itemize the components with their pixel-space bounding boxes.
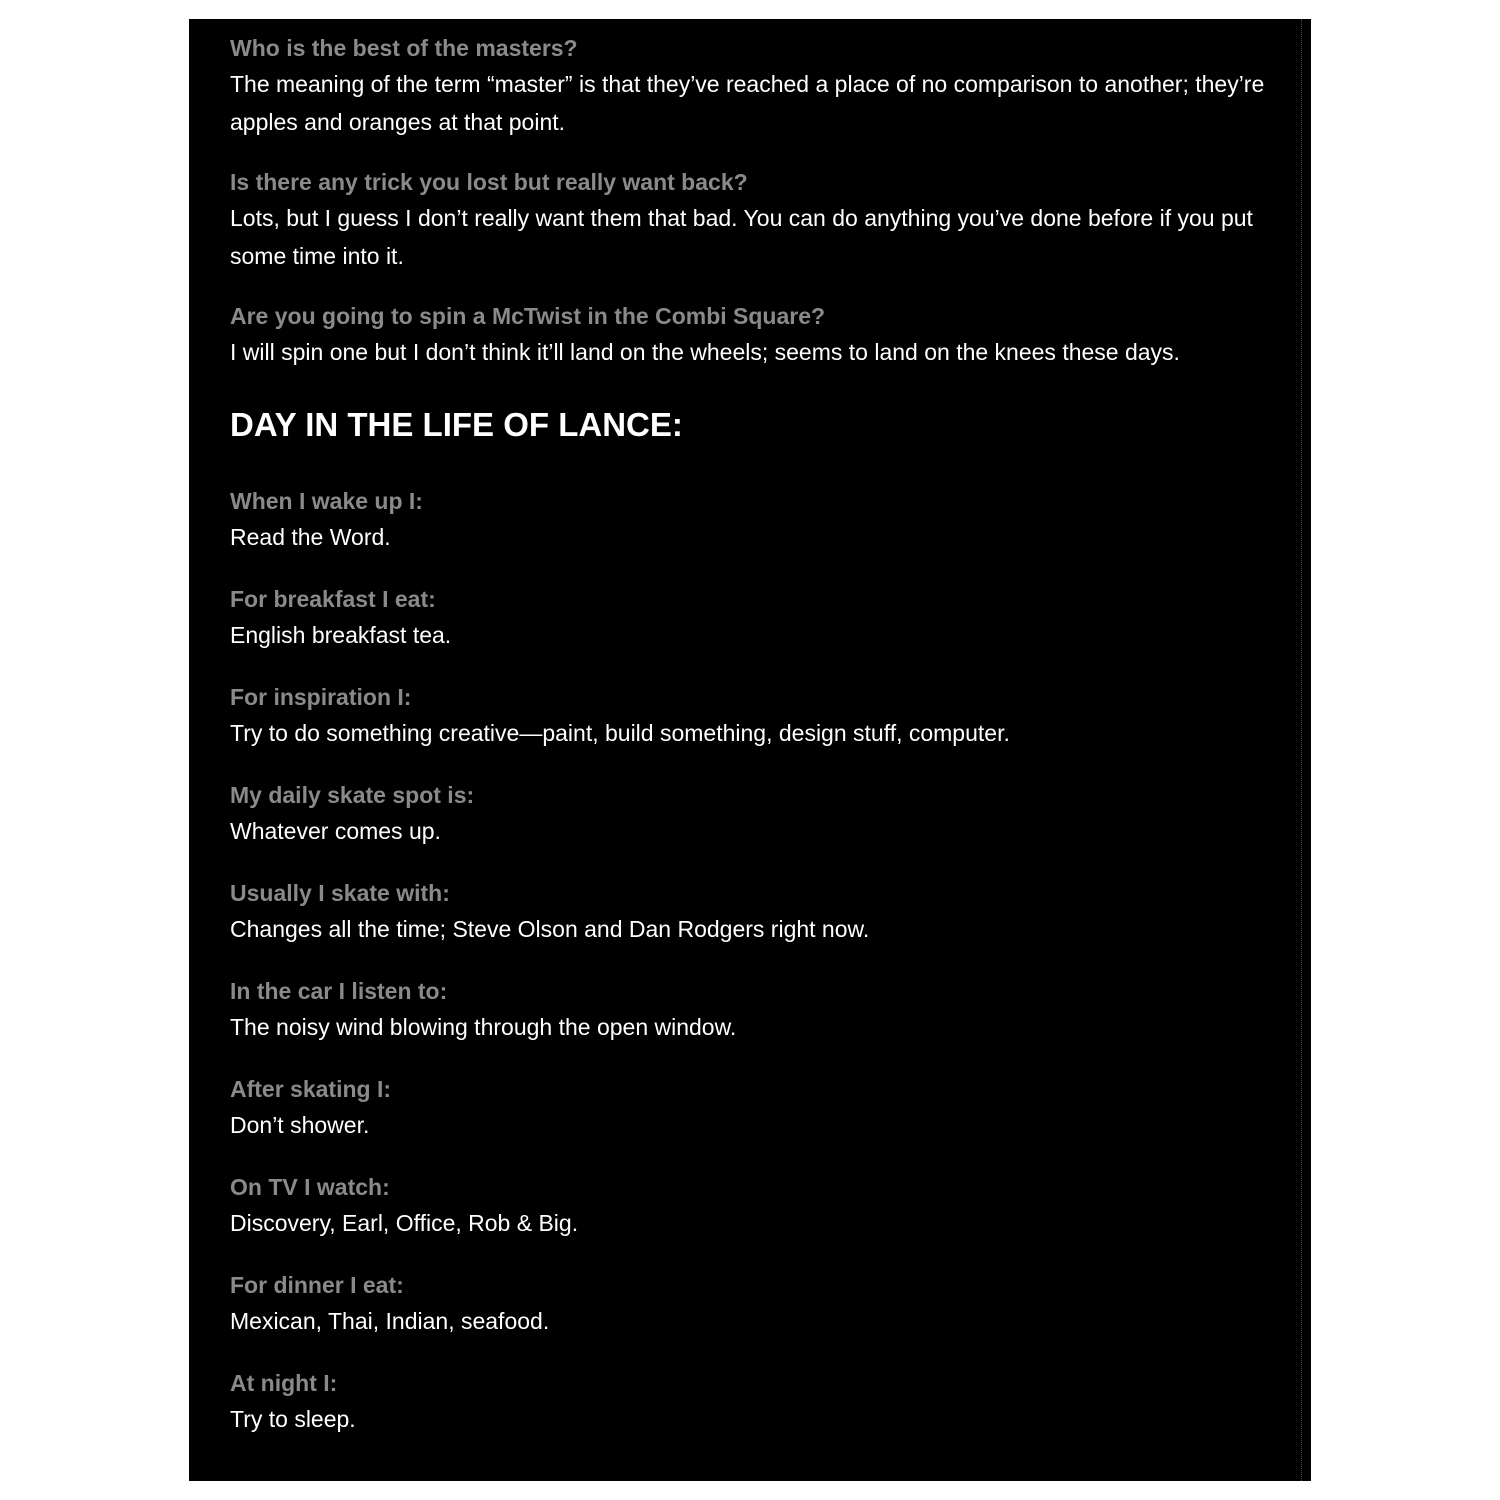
interview-question: Is there any trick you lost but really want back? — [230, 169, 748, 195]
day-prompt: When I wake up I: — [230, 488, 423, 514]
interview-item — [230, 31, 1275, 141]
day-item — [230, 778, 1275, 850]
day-answer: Whatever comes up. — [230, 818, 441, 844]
day-item — [230, 1170, 1275, 1242]
day-prompt: On TV I watch: — [230, 1174, 390, 1200]
day-answer: Don’t shower. — [230, 1112, 370, 1138]
day-prompt: In the car I listen to: — [230, 978, 448, 1004]
day-item — [230, 582, 1275, 654]
section-heading: DAY IN THE LIFE OF LANCE: — [230, 406, 683, 443]
day-prompt: At night I: — [230, 1370, 338, 1396]
day-prompt: For dinner I eat: — [230, 1272, 404, 1298]
day-answer: Mexican, Thai, Indian, seafood. — [230, 1308, 550, 1334]
day-prompt: After skating I: — [230, 1076, 392, 1102]
day-answer: Read the Word. — [230, 524, 391, 550]
day-prompt: My daily skate spot is: — [230, 782, 475, 808]
interview-answer: Lots, but I guess I don’t really want them that bad. You can do anything you’ve done before if you put some time into it. — [230, 205, 1253, 269]
article-panel — [189, 19, 1311, 1481]
interview-item — [230, 299, 1275, 371]
interview-item — [230, 165, 1275, 275]
day-answer: The noisy wind blowing through the open window. — [230, 1014, 737, 1040]
day-answer: Try to do something creative—paint, build something, design stuff, computer. — [230, 720, 1010, 746]
article-content — [230, 31, 1275, 1464]
interview-question: Who is the best of the masters? — [230, 35, 578, 61]
day-item — [230, 484, 1275, 556]
day-prompt: Usually I skate with: — [230, 880, 450, 906]
day-item — [230, 1268, 1275, 1340]
day-item — [230, 1072, 1275, 1144]
day-item — [230, 876, 1275, 948]
day-answer: English breakfast tea. — [230, 622, 452, 648]
day-answer: Changes all the time; Steve Olson and Dan Rodgers right now. — [230, 916, 870, 942]
interview-answer: I will spin one but I don’t think it’ll land on the wheels; seems to land on the knees these days. — [230, 339, 1180, 365]
interview-question: Are you going to spin a McTwist in the Combi Square? — [230, 303, 826, 329]
day-answer: Try to sleep. — [230, 1406, 356, 1432]
day-prompt: For breakfast I eat: — [230, 586, 436, 612]
day-item — [230, 974, 1275, 1046]
day-prompt: For inspiration I: — [230, 684, 412, 710]
interview-answer: The meaning of the term “master” is that they’ve reached a place of no comparison to another; they’re apples and oranges at that point. — [230, 71, 1265, 135]
day-answer: Discovery, Earl, Office, Rob & Big. — [230, 1210, 579, 1236]
day-item — [230, 680, 1275, 752]
day-item — [230, 1366, 1275, 1438]
